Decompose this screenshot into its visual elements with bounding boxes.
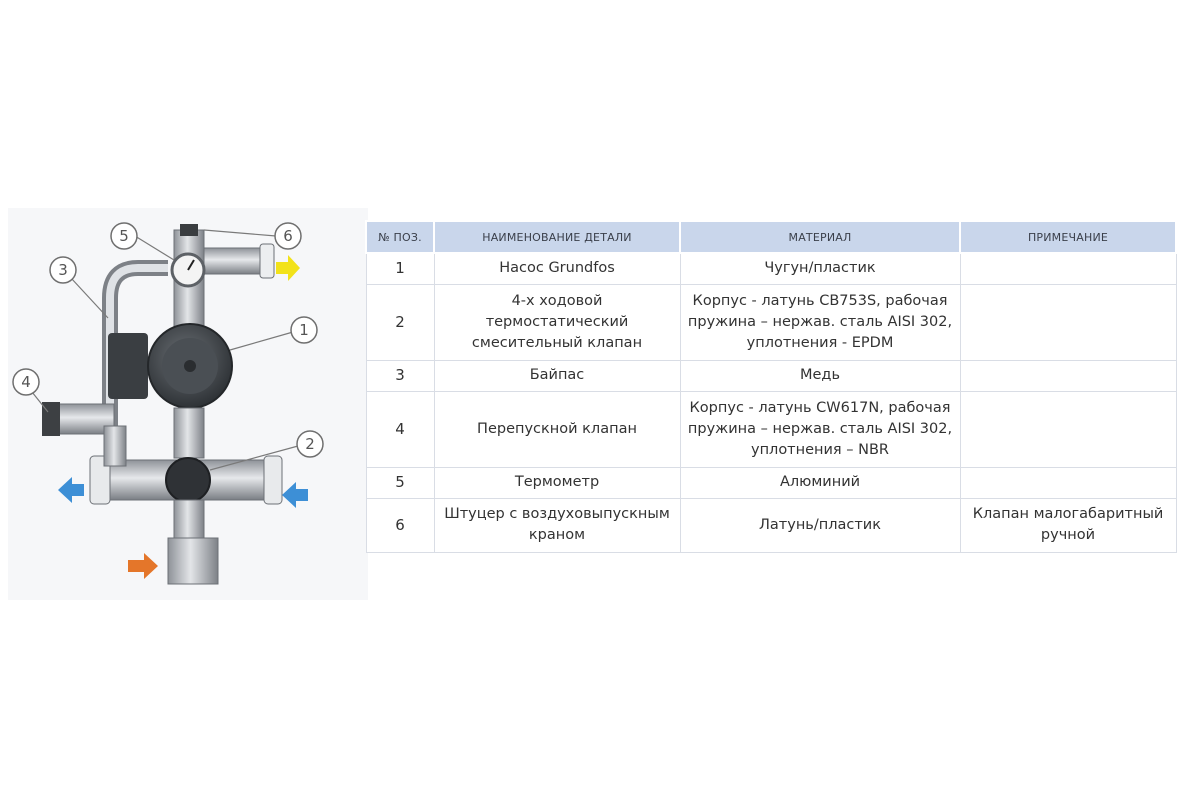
cell-material: Латунь/пластик (680, 498, 960, 552)
callout-1 (291, 317, 317, 343)
cell-part-name: Насос Grundfos (434, 253, 680, 284)
table-row (366, 498, 1176, 552)
callout-3 (50, 257, 76, 283)
pump-flange (174, 408, 204, 458)
cell-material: Медь (680, 360, 960, 391)
cell-material: Корпус - латунь CB753S, рабочая пружина – нержав. сталь AISI 302, уплотнения - EPDM (680, 284, 960, 360)
supply-inlet-elbow (168, 538, 218, 584)
mixing-unit-drawing (8, 208, 368, 600)
svg-text:3: 3 (58, 261, 68, 279)
cell-note (960, 253, 1176, 284)
parts-table (365, 220, 1177, 553)
table-row (366, 391, 1176, 467)
cell-note (960, 391, 1176, 467)
header-position: № ПОЗ. (366, 221, 434, 253)
cell-part-name: Байпас (434, 360, 680, 391)
cell-position: 2 (366, 284, 434, 360)
cell-part-name: Перепускной клапан (434, 391, 680, 467)
header-note: ПРИМЕЧАНИЕ (960, 221, 1176, 253)
outlet-arrow (276, 255, 300, 281)
table-row (366, 284, 1176, 360)
supply-inlet-arrow (128, 553, 158, 579)
table-row (366, 467, 1176, 498)
outlet-fitting (204, 248, 268, 274)
return-inlet-arrow (282, 482, 308, 508)
callout-6 (275, 223, 301, 249)
cell-material: Алюминий (680, 467, 960, 498)
cell-material: Чугун/пластик (680, 253, 960, 284)
mixing-valve (166, 458, 210, 502)
cell-part-name: Термометр (434, 467, 680, 498)
return-outlet-arrow (58, 477, 84, 503)
header-part-name: НАИМЕНОВАНИЕ ДЕТАЛИ (434, 221, 680, 253)
cell-position: 3 (366, 360, 434, 391)
air-vent-cap (180, 224, 198, 236)
table-row (366, 253, 1176, 284)
cell-position: 1 (366, 253, 434, 284)
cell-material: Корпус - латунь CW617N, рабочая пружина – нержав. сталь AISI 302, уплотнения – NBR (680, 391, 960, 467)
callout-2 (297, 431, 323, 457)
header-material: МАТЕРИАЛ (680, 221, 960, 253)
table-header-row (366, 221, 1176, 253)
cell-position: 6 (366, 498, 434, 552)
cell-note (960, 467, 1176, 498)
cell-note (960, 360, 1176, 391)
svg-text:2: 2 (305, 435, 315, 453)
cell-position: 4 (366, 391, 434, 467)
callout-4 (13, 369, 39, 395)
svg-text:6: 6 (283, 227, 293, 245)
pump (108, 324, 232, 408)
table-row (366, 360, 1176, 391)
cell-position: 5 (366, 467, 434, 498)
mixing-unit-diagram (8, 208, 368, 600)
cell-part-name: Штуцер с воздуховыпускным краном (434, 498, 680, 552)
svg-text:1: 1 (299, 321, 309, 339)
svg-text:4: 4 (21, 373, 31, 391)
callout-5 (111, 223, 137, 249)
cell-note (960, 284, 1176, 360)
cell-part-name: 4-х ходовой термостатический смесительный клапан (434, 284, 680, 360)
return-inlet-nut (264, 456, 282, 504)
outlet-nut (260, 244, 274, 278)
cell-note: Клапан малогабаритный ручной (960, 498, 1176, 552)
svg-text:5: 5 (119, 227, 129, 245)
